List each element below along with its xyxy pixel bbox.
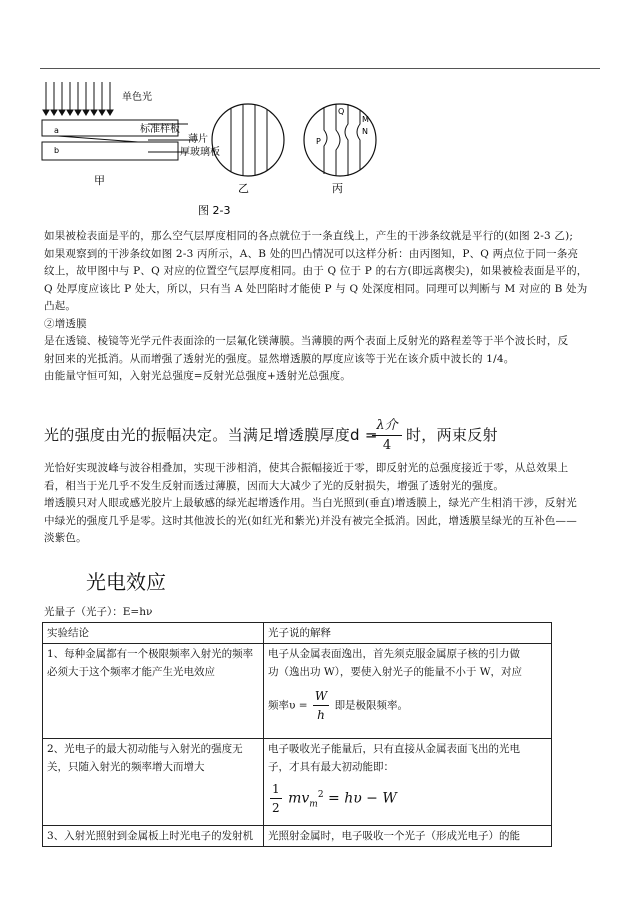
label-bing: 丙: [332, 182, 343, 195]
text-line: 淡紫色。: [44, 532, 87, 544]
formula-denominator: 4: [382, 438, 392, 453]
cell-line: 电子吸收光子能量后，只有直接从金属表面飞出的光电: [268, 743, 520, 755]
subsection-title: ②增透膜: [44, 317, 87, 330]
text-line: 中绿光的强度几乎是零。这时其他波长的光(如红光和紫光)并没有被完全抵消。因此，增透膜呈绿光的互补色——: [44, 514, 577, 527]
label-a: a: [54, 126, 59, 135]
cell-line: 功（逸出功 W），要使入射光子的能量不小于 W，对应: [268, 666, 523, 678]
label-light: 单色光: [122, 92, 152, 103]
label-thin: 薄片: [188, 134, 208, 145]
fraction-denominator: 2: [272, 801, 280, 815]
half-fraction: [270, 780, 282, 817]
cell-line: 必须大于这个频率才能产生光电效应: [47, 666, 215, 678]
light-arrows: [43, 82, 113, 115]
eq-subscript: m: [309, 799, 318, 810]
paragraph-interference: [44, 228, 600, 386]
label-N: N: [362, 127, 368, 136]
table-cell: [264, 739, 552, 826]
energy-equation: [268, 780, 547, 817]
text-line: 射回来的光抵消。从而增强了透射光的强度。显然增透膜的厚度应该等于光在该介质中波长的 1/4。: [44, 352, 515, 365]
label-yi: 乙: [238, 182, 249, 195]
section-title: 光电效应: [86, 570, 166, 594]
cell-text: 频率υ =: [268, 699, 308, 712]
table-cell: [43, 644, 264, 739]
cell-formula-line: [268, 687, 547, 724]
text-line: 增透膜只对人眼或感光胶片上最敏感的绿光起增透作用。当白光照到(垂直)增透膜上，绿光产生相消干涉，反射光: [44, 497, 577, 509]
figure-caption: 图 2-3: [198, 204, 231, 217]
label-M: M: [362, 115, 369, 124]
label-Q: Q: [338, 107, 345, 116]
table-cell: [43, 739, 264, 826]
label-jia: 甲: [94, 174, 105, 187]
photon-definition: 光量子（光子）：E=hν: [44, 606, 153, 618]
text-line: 凸起。: [44, 300, 77, 312]
formula-fraction: [372, 414, 402, 453]
header-rule: [40, 68, 600, 69]
table-row: [43, 826, 552, 847]
label-P: P: [316, 137, 321, 146]
interference-figure: [38, 80, 458, 225]
text-line: 是在透镜、棱镜等光学元件表面涂的一层氟化镁薄膜。当薄膜的两个表面上反射光的路程差等于半个波长时，反: [44, 335, 569, 347]
table-header-row: [43, 623, 552, 644]
table-header-cell: 实验结论: [43, 623, 264, 644]
cell-line: 电子从金属表面逸出，首先须克服金属原子核的引力做: [268, 648, 520, 660]
photoelectric-table: [42, 622, 552, 847]
formula-numerator: λ介: [372, 414, 402, 436]
cell-line: 关，只随入射光的频率增大而增大: [47, 761, 205, 773]
text-line: 由能量守恒可知，入射光总强度=反射光总强度+透射光总强度。: [44, 370, 351, 382]
text-line: 如果被检表面是平的，那么空气层厚度相同的各点就位于一条直线上，产生的干涉条纹就是平行的(如图 2-3 乙);: [44, 230, 574, 242]
label-thick: 厚玻璃板: [180, 147, 220, 158]
label-standard: 标准样板: [140, 124, 180, 135]
text-line: Q 处厚度应该比 P 处大，所以，只有当 A 处凹陷时才能使 P 与 Q 处深度相同。同理可以判断与 M 对应的 B 处为: [44, 282, 588, 295]
eq-tail: = hυ − W: [328, 790, 397, 807]
table-row: [43, 739, 552, 826]
label-b: b: [54, 146, 60, 155]
eq-mv: mv: [288, 790, 310, 807]
table-cell: [264, 644, 552, 739]
table-header-cell: 光子说的解释: [264, 623, 552, 644]
text-line: 光恰好实现波峰与波谷相叠加，实现干涉相消，使其合振幅接近于零，即反射光的总强度接近于零，从总效果上: [44, 462, 569, 474]
fraction-numerator: 1: [270, 780, 282, 799]
text-line: 纹上，故甲图中与 P、Q 对应的位置空气层厚度相同。由于 Q 位于 P 的右方(即远离楔尖)，如果被检表面是平的，: [44, 265, 588, 277]
formula-right-text: 时，两束反射: [406, 426, 498, 444]
threshold-fraction: [313, 687, 329, 724]
formula-left-text: 光的强度由光的振幅决定。当满足增透膜厚度d =: [44, 426, 378, 444]
cell-line: 2、光电子的最大初动能与入射光的强度无: [47, 743, 243, 755]
text-line: 看，相当于光几乎不发生反射而透过薄膜，因而大大减少了光的反射损失，增强了透射光的强度。: [44, 479, 505, 492]
fraction-denominator: h: [317, 708, 325, 722]
eq-superscript: 2: [317, 789, 324, 800]
table-row: [43, 644, 552, 739]
table-cell: 3、入射光照射到金属板上时光电子的发射机: [43, 826, 264, 847]
table-cell: 光照射金属时，电子吸收一个光子（形成光电子）的能: [264, 826, 552, 847]
cell-text: 即是极限频率。: [334, 699, 409, 712]
cell-line: 1、每种金属都有一个极限频率入射光的频率: [47, 648, 254, 660]
paragraph-antireflection: [44, 460, 600, 548]
formula-line: [44, 410, 600, 458]
text-line: 如果观察到的干涉条纹如图 2-3 丙所示，A、B 处的凹凸情况可以这样分析：由丙图知，P、Q 两点位于同一条亮: [44, 247, 579, 260]
cell-line: 子，才具有最大初动能即：: [268, 761, 394, 773]
fraction-numerator: W: [313, 687, 329, 706]
